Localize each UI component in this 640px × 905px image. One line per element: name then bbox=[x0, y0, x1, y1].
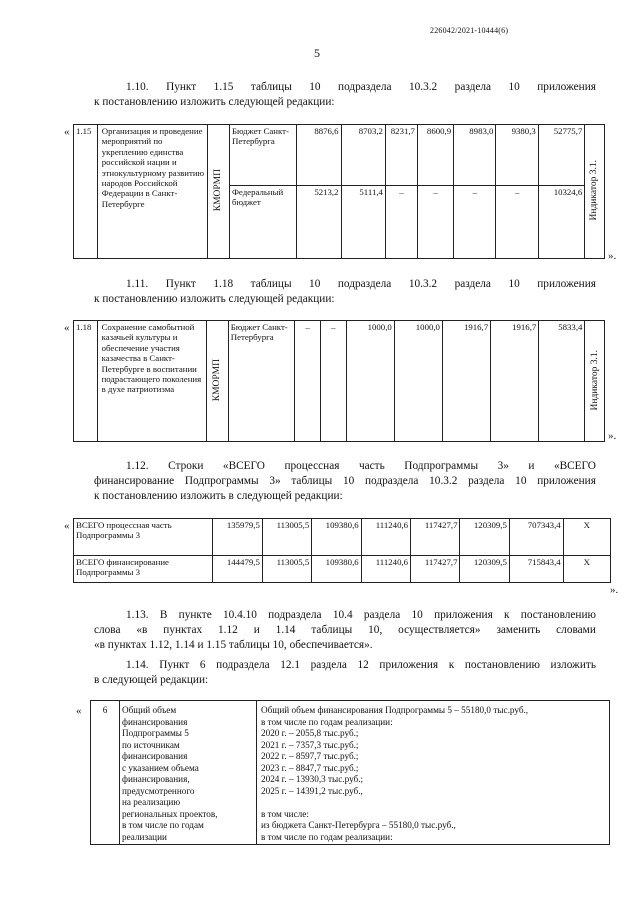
item-content: Общий объем финансирования Подпрограммы 5 – 55180,0 тыс.руб., в том числе по годам реализации: 2020 г. – 2055,8 тыс.руб.; 2021 г. – 7357,3 тыс.руб.; 2022 г. – 8597,7 тыс.руб.; 2023 г. – 8847,7 тыс.руб.; 2024 г. – 13930,3 тыс.руб.; 2025 г. – 14391,2 тыс.руб., в том числе: из бюджета Санкт-Петербурга – 55180,0 тыс.руб., в том числе по годам реализации: bbox=[257, 701, 610, 845]
value-cell: 5111,4 bbox=[341, 186, 385, 259]
table-item-1-18 bbox=[73, 320, 605, 442]
value-cell: 1000,0 bbox=[346, 321, 394, 442]
open-quote: « bbox=[64, 520, 70, 532]
value-cell: 8703,2 bbox=[341, 125, 385, 186]
paragraph-line: «в пунктах 1.12, 1.14 и 1.15 таблицы 10, обеспечивается». bbox=[94, 639, 373, 651]
value-cell: 120309,5 bbox=[460, 556, 509, 583]
paragraph-1-12 bbox=[94, 459, 596, 504]
paragraph-line: к постановлению изложить следующей редакции: bbox=[94, 293, 335, 305]
value-cell: 8231,7 bbox=[385, 125, 417, 186]
value-cell: 111240,6 bbox=[361, 556, 410, 583]
source-cell: Бюджет Санкт-Петербурга bbox=[228, 321, 295, 442]
open-quote: « bbox=[64, 322, 70, 334]
x-cell: X bbox=[563, 556, 610, 583]
value-cell: 8983,0 bbox=[454, 125, 496, 186]
source-cell: Бюджет Санкт-Петербурга bbox=[229, 125, 296, 186]
value-cell: 117427,7 bbox=[411, 556, 460, 583]
close-quote: ». bbox=[608, 250, 617, 262]
value-cell: – bbox=[454, 186, 496, 259]
table-totals bbox=[73, 518, 611, 583]
paragraph-line: к постановлению изложить следующей редакции: bbox=[94, 96, 335, 108]
item-number: 1.15 bbox=[74, 125, 98, 259]
document-number: 226042/2021-10444(6) bbox=[430, 26, 509, 35]
row-label: ВСЕГО процессная часть Подпрограммы 3 bbox=[74, 519, 213, 556]
paragraph-line: 1.11. Пункт 1.18 таблицы 10 подраздела 10.3.2 раздела 10 приложения bbox=[126, 278, 596, 290]
source-cell: Федеральный бюджет bbox=[229, 186, 296, 259]
paragraph-1-14 bbox=[94, 658, 596, 688]
paragraph-1-11 bbox=[94, 277, 596, 307]
paragraph-1-10 bbox=[94, 80, 596, 110]
value-cell: 117427,7 bbox=[411, 519, 460, 556]
paragraph-line: 1.12. Строки «ВСЕГО процессная часть Подпрограммы 3» и «ВСЕГО bbox=[126, 460, 596, 472]
item-name: Организация и проведение мероприятий по укреплению единства российской нации и этнокультурному развитию народов Российской Федерации в Санкт-Петербурге bbox=[97, 125, 208, 259]
value-cell: 715843,4 bbox=[509, 556, 563, 583]
paragraph-line: к постановлению изложить в следующей редакции: bbox=[94, 490, 343, 502]
value-cell: 111240,6 bbox=[361, 519, 410, 556]
item-number: 6 bbox=[91, 701, 120, 845]
paragraph-1-13 bbox=[94, 608, 596, 653]
paragraph-line: финансирование Подпрограммы 3» таблицы 10 подраздела 10.3.2 раздела 10 приложения bbox=[94, 475, 596, 487]
value-cell: 135979,5 bbox=[213, 519, 262, 556]
indicator-cell: Индикатор 3.1. bbox=[585, 321, 605, 442]
value-cell: 5833,4 bbox=[539, 321, 585, 442]
value-cell: 10324,6 bbox=[538, 186, 584, 259]
paragraph-line: слова «в пунктах 1.12 и 1.14 таблицы 10, осуществляется» заменить словами bbox=[94, 624, 596, 636]
table-row bbox=[74, 556, 611, 583]
value-cell: 113005,5 bbox=[262, 556, 311, 583]
value-cell: 8600,9 bbox=[417, 125, 453, 186]
value-cell: 52775,7 bbox=[538, 125, 584, 186]
close-quote: ». bbox=[610, 584, 619, 596]
table-row bbox=[91, 701, 610, 845]
table-row bbox=[74, 519, 611, 556]
value-cell: 113005,5 bbox=[262, 519, 311, 556]
table-item-6 bbox=[90, 700, 610, 845]
paragraph-line: 1.10. Пункт 1.15 таблицы 10 подраздела 10.3.2 раздела 10 приложения bbox=[126, 81, 596, 93]
value-cell: 5213,2 bbox=[297, 186, 341, 259]
item-number: 1.18 bbox=[74, 321, 98, 442]
open-quote: « bbox=[64, 126, 70, 138]
value-cell: 144479,5 bbox=[213, 556, 262, 583]
open-quote: « bbox=[76, 705, 82, 717]
page-number: 5 bbox=[314, 46, 320, 60]
value-cell: 1916,7 bbox=[442, 321, 490, 442]
value-cell: – bbox=[496, 186, 538, 259]
value-cell: 9380,3 bbox=[496, 125, 538, 186]
executor-cell: КМОРМП bbox=[208, 125, 230, 259]
value-cell: – bbox=[321, 321, 347, 442]
value-cell: 1916,7 bbox=[491, 321, 539, 442]
table-item-1-15 bbox=[73, 124, 605, 259]
value-cell: – bbox=[385, 186, 417, 259]
item-name: Сохранение самобытной казачьей культуры и обеспечение участия казачества в Санкт-Петербурге в воспитании подрастающего поколения в духе патриотизма bbox=[97, 321, 207, 442]
value-cell: 707343,4 bbox=[509, 519, 563, 556]
close-quote: ». bbox=[608, 430, 617, 442]
paragraph-line: в следующей редакции: bbox=[94, 674, 209, 686]
item-label: Общий объем финансирования Подпрограммы 5 по источникам финансирования с указанием объема финансирования, предусмотренного на реализацию региональных проектов, в том числе по годам реализации bbox=[120, 701, 257, 845]
value-cell: – bbox=[417, 186, 453, 259]
paragraph-line: 1.13. В пункте 10.4.10 подраздела 10.4 раздела 10 приложения к постановлению bbox=[126, 609, 596, 621]
paragraph-line: 1.14. Пункт 6 подраздела 12.1 раздела 12 приложения к постановлению изложить bbox=[126, 659, 596, 671]
table-row bbox=[74, 125, 605, 186]
executor-cell: КМОРМП bbox=[207, 321, 229, 442]
value-cell: 1000,0 bbox=[394, 321, 442, 442]
table-row bbox=[74, 321, 605, 442]
row-label: ВСЕГО финансирование Подпрограммы 3 bbox=[74, 556, 213, 583]
indicator-cell: Индикатор 3.1. bbox=[585, 125, 605, 259]
x-cell: X bbox=[563, 519, 610, 556]
value-cell: – bbox=[295, 321, 321, 442]
value-cell: 120309,5 bbox=[460, 519, 509, 556]
value-cell: 8876,6 bbox=[297, 125, 341, 186]
value-cell: 109380,6 bbox=[312, 556, 361, 583]
value-cell: 109380,6 bbox=[312, 519, 361, 556]
